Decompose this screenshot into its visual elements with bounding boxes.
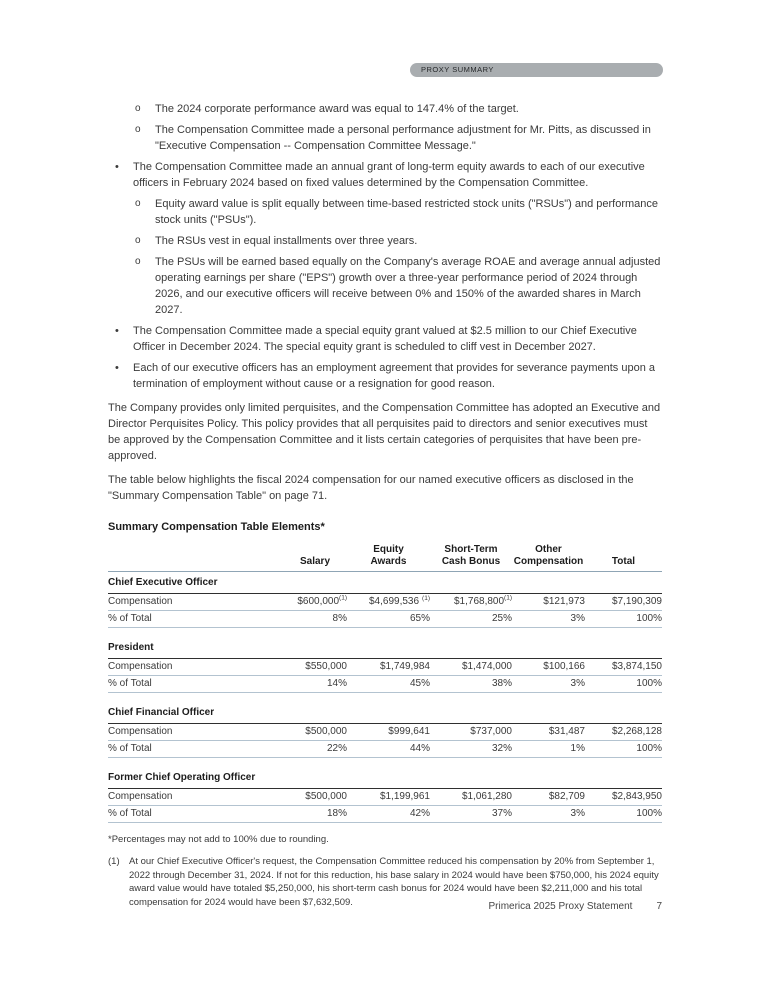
table-title: Summary Compensation Table Elements*	[108, 521, 325, 533]
column-header-equity-awards: Equity Awards	[347, 544, 430, 572]
table-row: Compensation $550,000 $1,749,984 $1,474,000 $100,166 $3,874,150	[108, 659, 662, 676]
footnote-marker: (1)	[108, 856, 120, 867]
column-header-other-compensation: Other Compensation	[512, 544, 585, 572]
circle-bullet-icon: o	[135, 235, 141, 246]
page-number: 7	[656, 901, 662, 912]
table-section-gap	[108, 758, 662, 768]
table-section-gap	[108, 693, 662, 703]
list-item	[108, 254, 662, 318]
bullet-icon: •	[115, 161, 119, 173]
list-item-text: The Compensation Committee made a special equity grant valued at $2.5 million to our Chief Executive Officer in December 2024. The special equity grant is scheduled to cliff vest in December 2027.	[133, 325, 637, 353]
list-item	[108, 101, 662, 117]
list-item	[108, 233, 662, 249]
main-content	[108, 101, 662, 909]
summary-compensation-table	[108, 544, 662, 823]
list-item	[108, 196, 662, 228]
table-section-gap	[108, 628, 662, 638]
table-section-header: President	[108, 637, 662, 659]
table-section-header: Chief Executive Officer	[108, 572, 662, 594]
circle-bullet-icon: o	[135, 124, 141, 135]
asterisk-note: *Percentages may not add to 100% due to rounding.	[108, 834, 329, 845]
list-item	[108, 360, 662, 392]
list-item-text: The RSUs vest in equal installments over three years.	[155, 235, 418, 247]
page-footer	[488, 901, 662, 912]
table-row: % of Total 18% 42% 37% 3% 100%	[108, 806, 662, 823]
column-header-total: Total	[585, 544, 662, 572]
bullet-icon: •	[115, 362, 119, 374]
list-item-text: Equity award value is split equally between time-based restricted stock units ("RSUs") and performance stock units ("PSUs").	[155, 198, 659, 226]
table-header-row	[108, 544, 662, 572]
footnote-ref: (1)	[504, 594, 512, 602]
proxy-summary-banner	[410, 63, 663, 77]
table-row: % of Total 14% 45% 38% 3% 100%	[108, 676, 662, 693]
circle-bullet-icon: o	[135, 256, 141, 267]
list-item	[108, 122, 662, 154]
list-item-text: The Compensation Committee made an annual grant of long-term equity awards to each of our executive officers in February 2024 based on fixed values determined by the Compensation Committee.	[133, 161, 645, 189]
footnote-ref: (1)	[422, 594, 430, 602]
list-item-text: The Compensation Committee made a personal performance adjustment for Mr. Pitts, as discussed in "Executive Compensation -- Compensation Committee Message."	[155, 124, 651, 152]
footer-text: Primerica 2025 Proxy Statement	[488, 901, 633, 912]
footnote-ref: (1)	[339, 594, 347, 602]
column-header-empty	[108, 544, 283, 572]
list-item	[108, 323, 662, 355]
column-header-salary: Salary	[283, 544, 347, 572]
table-row: % of Total 8% 65% 25% 3% 100%	[108, 611, 662, 628]
list-item-text: The PSUs will be earned based equally on the Company's average ROAE and average annual adjusted operating earnings per share ("EPS") growth over a three-year performance period of 2024 through 2026, and our executive officers will receive between 0% and 150% of the awarded shares in March 2027.	[155, 256, 661, 316]
proxy-summary-banner-label: PROXY SUMMARY	[421, 65, 494, 74]
table-row: Compensation $600,000$^{(1)}$ $4,699,536 $^{(1)}$ $1,768,800$^{(1)}$ $121,973 $7,190,309	[108, 594, 662, 611]
paragraph: The table below highlights the fiscal 2024 compensation for our named executive officers as disclosed in the "Summary Compensation Table" on page 71.	[108, 474, 634, 502]
table-row: Compensation $500,000 $999,641 $737,000 $31,487 $2,268,128	[108, 724, 662, 741]
table-row: Compensation $500,000 $1,199,961 $1,061,280 $82,709 $2,843,950	[108, 789, 662, 806]
list-item	[108, 159, 662, 191]
paragraph: The Company provides only limited perquisites, and the Compensation Committee has adopted an Executive and Director Perquisites Policy. This policy provides that all perquisites paid to directors and senior executives must be approved by the Compensation Committee and it lists certain categories of perquisites that have been pre-approved.	[108, 402, 661, 462]
bullet-icon: •	[115, 325, 119, 337]
table-section-header: Chief Financial Officer	[108, 702, 662, 724]
footnote-text: At our Chief Executive Officer's request, the Compensation Committee reduced his compensation by 20% from September 1, 2022 through December 31, 2024. If not for this reduction, his base salary in 2024 would have been $750,000, his 2024 equity award value would have totaled $5,250,000, his short-term cash bonus for 2024 would have been $2,211,000 and his total compensation for 2024 would have been $7,632,509.	[129, 856, 659, 908]
table-section-header: Former Chief Operating Officer	[108, 767, 662, 789]
circle-bullet-icon: o	[135, 198, 141, 209]
list-item-text: The 2024 corporate performance award was equal to 147.4% of the target.	[155, 103, 519, 115]
circle-bullet-icon: o	[135, 103, 141, 114]
column-header-short-term-cash-bonus: Short-Term Cash Bonus	[430, 544, 512, 572]
table-row: % of Total 22% 44% 32% 1% 100%	[108, 741, 662, 758]
list-item-text: Each of our executive officers has an employment agreement that provides for severance payments upon a termination of employment without cause or a resignation for good reason.	[133, 362, 655, 390]
